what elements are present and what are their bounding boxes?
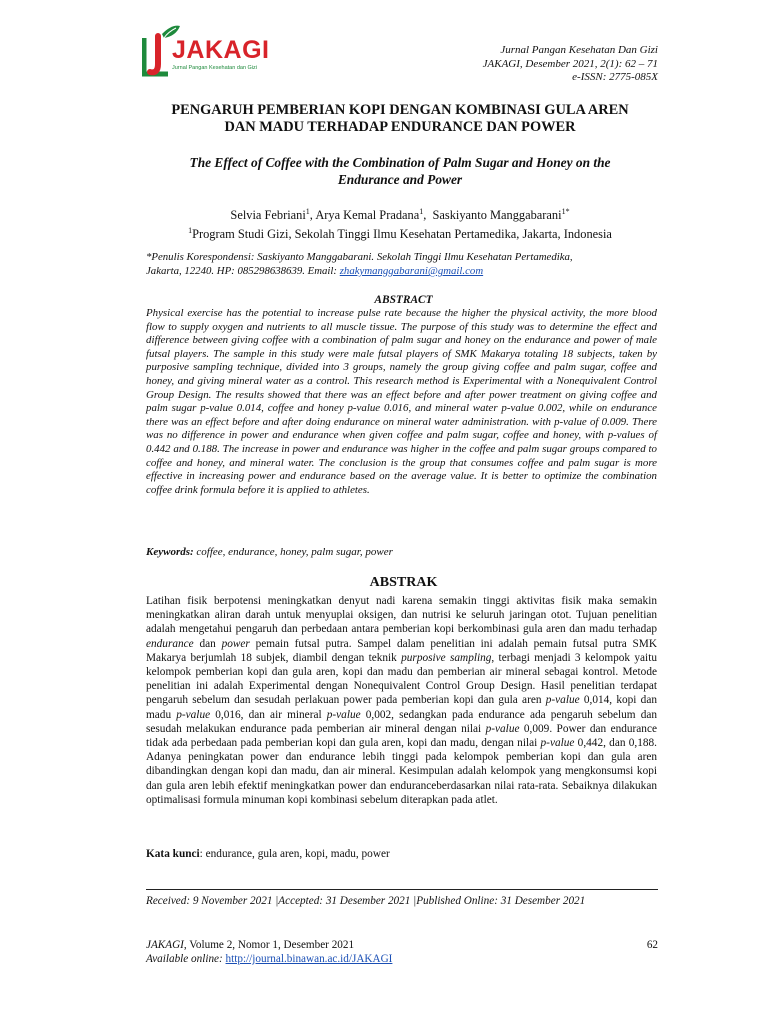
author-affil-mark: 1 <box>305 207 310 216</box>
affiliation-text: Program Studi Gizi, Sekolah Tinggi Ilmu Kesehatan Pertamedika, Jakarta, Indonesia <box>192 227 612 242</box>
footer-volume: , Volume 2, Nomor 1, Desember 2021 <box>183 939 355 951</box>
author-name: Selvia Febriani <box>230 208 306 223</box>
keywords-indonesian <box>146 848 661 860</box>
keywords-english <box>146 546 661 558</box>
correspondence-line: *Penulis Korespondensi: Saskiyanto Manggabarani. Sekolah Tinggi Ilmu Kesehatan Pertamedika, <box>146 251 573 263</box>
author-name: Arya Kemal Pradana <box>315 208 420 223</box>
author-name: Saskiyanto Manggabarani <box>432 208 562 223</box>
journal-issn: e-ISSN: 2775-085X <box>572 71 658 83</box>
journal-logo <box>142 24 282 84</box>
keywords-label: Keywords: <box>146 546 194 558</box>
paper-title-english <box>130 154 670 188</box>
divider <box>146 889 658 890</box>
abstract-body: Physical exercise has the potential to increase pulse rate because the higher the physical activity, the more blood flow to supply oxygen and nutrients to all muscle tissue. The purpose of this study was to determine the effect and difference between giving coffee with a combination of palm sugar and honey on the endurance and power of male futsal players. The sample in this study were male futsal players of SMK Makarya totaling 18 subjects, taken by purposive sampling technique, divided into 3 groups, namely the group giving coffee and palm sugar, coffee and honey, and giving mineral water as a control. This research method is Experimental with a Nonequivalent Control Group Design. The results showed that there was an effect before and after power treatment on giving coffee and palm sugar p-value 0.014, coffee and honey p-value 0.016, and mineral water p-value 0.002, while on endurance there was an effect before and after doing endurance on mineral water administration. with p-value of 0.009. There was no difference in power and endurance when given coffee and palm sugar, coffee and honey, with p-values of 0.442 and 0.188. The increase in power and endurance was higher in the coffee and palm sugar groups compared to coffee and honey, and mineral water. The conclusion is the group that consumes coffee and palm sugar is more effective in increasing power and endurance based on the average value. It is better to optimize the combination coffee drink formula before it is applied to athletes. <box>146 307 657 496</box>
paper-title-english-line: The Effect of Coffee with the Combination of Palm Sugar and Honey on the <box>189 155 611 170</box>
author-block <box>130 204 670 242</box>
affiliation-mark: 1 <box>188 226 193 236</box>
email-link[interactable]: zhakymanggabarani@gmail.com <box>339 265 484 277</box>
journal-header <box>483 44 658 85</box>
paper-title-line: DAN MADU TERHADAP ENDURANCE DAN POWER <box>224 119 576 135</box>
paper-title <box>130 102 670 136</box>
paper-title-english-line: Endurance and Power <box>337 172 463 187</box>
page-footer <box>146 938 658 966</box>
abstrak-body: Latihan fisik berpotensi meningkatkan denyut nadi karena semakin tinggi aktivitas fisik maka semakin meningkatkan aliran darah untuk menyuplai oksigen, dan nutrisi ke seluruh jaringan otot. Tujuan penelitian adalah mengetahui pengaruh dan perbedaan antara pemberian kopi berkombinasi gula aren dan madu terhadap endurance dan power pemain futsal putra. Sampel dalam penelitian ini adalah pemain futsal putra SMK Makarya berjumlah 18 subjek, diambil dengan teknik purposive sampling, terbagi menjadi 3 kelompok yaitu kelompok pemberian kopi dan gula aren, kopi dan madu dan pemberian air mineral sebagai kontrol. Metode penelitian ini adalah Experimental dengan Nonequivalent Control Group Design. Hasil penelitian terdapat pengaruh sebelum dan sesudah perlakuan power pada pemberian kopi dan gula aren p-value 0,014, kopi dan madu p-value 0,016, dan air mineral p-value 0,002, sedangkan pada endurance ada pengaruh sebelum dan sesudah melakukan endurance pada pemberian air mineral dengan nilai p-value 0,009. Power dan endurance tidak ada perbedaan pada pemberian kopi dan gula aren, kopi dan madu, dengan nilai p-value 0,442, dan 0,188. Adanya peningkatan power dan endurance lebih tinggi pada kelompok pemberian kopi dan gula aren dibandingkan dengan kopi dan madu, dan air mineral. Kesimpulan adalah kelompok yang mengkonsumsi kopi dan gula aren lebih efektif meningkatkan power dan enduranceberdasarkan nilai rata-rata. Sebaiknya dilakukan optimalisasi formula minuman kopi kombinasi sebelum diterapkan pada atlet. <box>146 595 658 806</box>
footer-journal: JAKAGI <box>146 939 184 951</box>
correspondence-note <box>146 250 661 278</box>
author-affil-mark: 1* <box>561 207 570 216</box>
kata-kunci-list: : endurance, gula aren, kopi, madu, power <box>199 848 390 860</box>
footer-citation <box>146 938 658 952</box>
journal-issue: JAKAGI, Desember 2021, 2(1): 62 – 71 <box>482 57 658 70</box>
kata-kunci-label: Kata kunci <box>146 848 200 860</box>
footer-availability <box>146 952 658 966</box>
available-label: Available online: <box>146 953 226 965</box>
paper-title-line: PENGARUH PEMBERIAN KOPI DENGAN KOMBINASI GULA AREN <box>171 102 629 118</box>
author-list: Selvia Febriani$^1$, Arya Kemal Pradana$^1$, Saskiyanto Manggabarani$^{1*}$ <box>230 207 570 223</box>
page-number: 62 <box>646 939 658 951</box>
author-affil-mark: 1 <box>419 207 424 216</box>
journal-name: Jurnal Pangan Kesehatan Dan Gizi <box>500 44 658 56</box>
keywords-list: coffee, endurance, honey, palm sugar, power <box>193 546 393 558</box>
logo-subtitle: Jurnal Pangan Kesehatan dan Gizi <box>172 65 258 71</box>
journal-url-link[interactable]: http://journal.binawan.ac.id/JAKAGI <box>225 953 393 965</box>
logo-wordmark: JAKAGI <box>172 36 270 64</box>
correspondence-address: Jakarta, 12240. HP: 085298638639. Email: <box>146 265 340 277</box>
abstrak-heading: ABSTRAK <box>369 575 438 590</box>
publication-dates: Received: 9 November 2021 |Accepted: 31 Desember 2021 |Published Online: 31 Desember 2021 <box>146 895 586 907</box>
affiliation <box>130 223 670 242</box>
abstract-heading: ABSTRACT <box>374 294 433 306</box>
correspondence-line <box>146 264 661 278</box>
